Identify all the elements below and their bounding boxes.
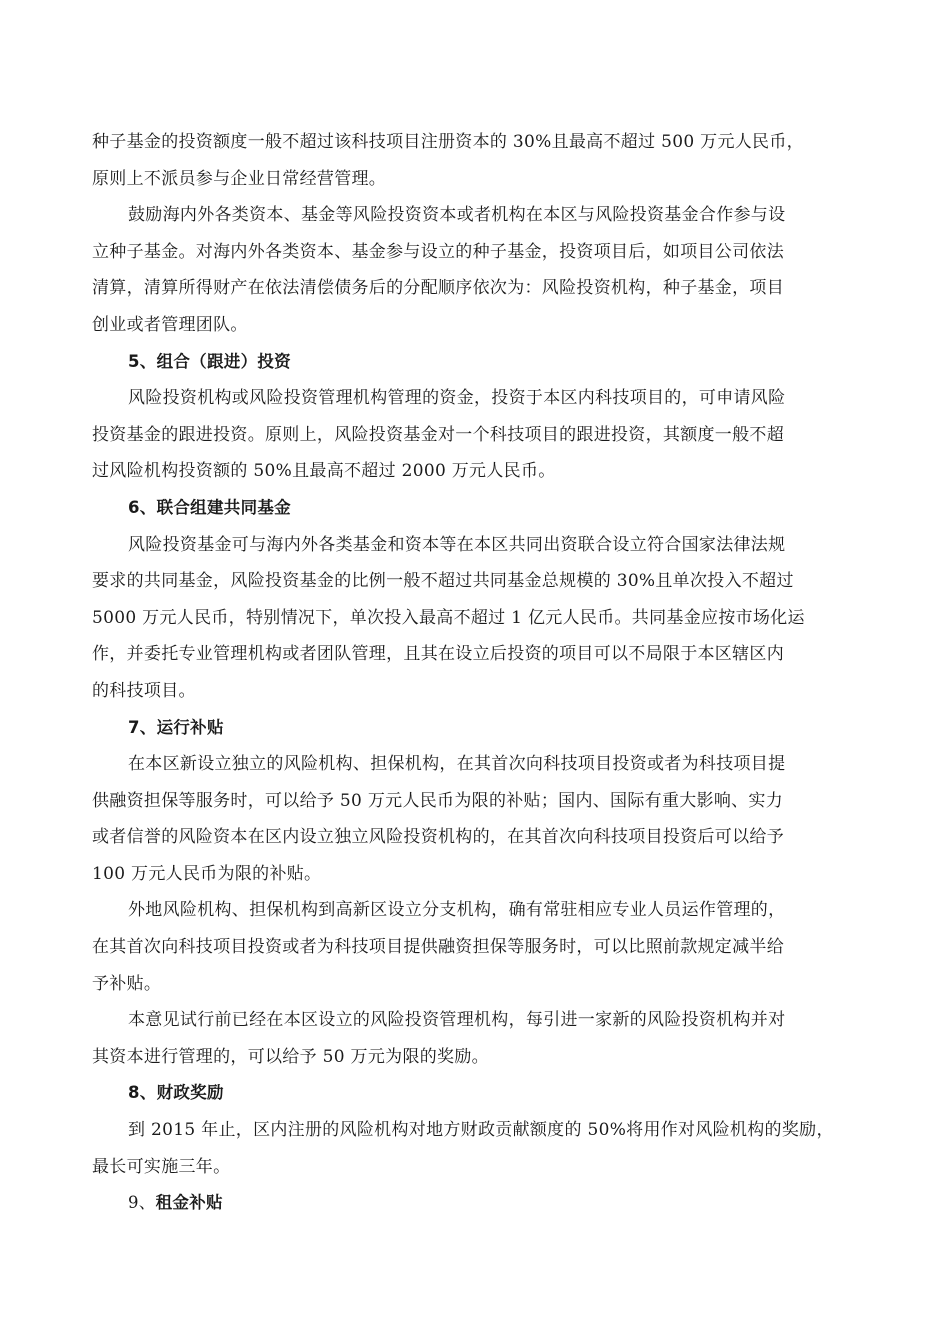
section-heading xyxy=(92,1185,862,1222)
text-line: 100 万元人民币为限的补贴。 xyxy=(92,863,322,884)
section-heading: 7、运行补贴 xyxy=(128,717,224,737)
text-line: 或者信誉的风险资本在区内设立独立风险投资机构的，在其首次向科技项目投资后可以给予 xyxy=(92,827,784,848)
text-line: 原则上不派员参与企业日常经营管理。 xyxy=(92,168,387,189)
text-line: 风险投资机构或风险投资管理机构管理的资金，投资于本区内科技项目的，可申请风险 xyxy=(128,388,786,409)
section-heading: 6、联合组建共同基金 xyxy=(128,497,291,517)
text-line: 在本区新设立独立的风险机构、担保机构，在其首次向科技项目投资或者为科技项目提 xyxy=(128,754,786,775)
text-line: 外地风险机构、担保机构到高新区设立分支机构，确有常驻相应专业人员运作管理的， xyxy=(128,900,786,921)
text-line: 的科技项目。 xyxy=(92,680,196,701)
text-line: 到 2015 年止，区内注册的风险机构对地方财政贡献额度的 50%将用作对风险机构的奖励， xyxy=(128,1120,834,1141)
text-line: 本意见试行前已经在本区设立的风险投资管理机构，每引进一家新的风险投资机构并对 xyxy=(128,1010,786,1031)
text-line: 创业或者管理团队。 xyxy=(92,314,248,335)
text-line: 5000 万元人民币，特别情况下，单次投入最高不超过 1 亿元人民币。共同基金应按市场化运 xyxy=(92,607,805,628)
section-number: 9、 xyxy=(128,1193,156,1213)
text-line: 种子基金的投资额度一般不超过该科技项目注册资本的 30%且最高不超过 500 万元人民币， xyxy=(92,132,804,152)
text-line: 最长可实施三年。 xyxy=(92,1156,231,1177)
text-line: 要求的共同基金，风险投资基金的比例一般不超过共同基金总规模的 30%且单次投入不超过 xyxy=(92,571,794,592)
text-line: 立种子基金。对海内外各类资本、基金参与设立的种子基金，投资项目后，如项目公司依法 xyxy=(92,241,784,262)
text-line: 投资基金的跟进投资。原则上，风险投资基金对一个科技项目的跟进投资，其额度一般不超 xyxy=(92,424,784,445)
text-line: 鼓励海内外各类资本、基金等风险投资资本或者机构在本区与风险投资基金合作参与设 xyxy=(128,205,786,226)
text-line: 其资本进行管理的，可以给予 50 万元为限的奖励。 xyxy=(92,1046,489,1067)
text-line: 风险投资基金可与海内外各类基金和资本等在本区共同出资联合设立符合国家法律法规 xyxy=(128,534,786,555)
text-line: 供融资担保等服务时，可以给予 50 万元人民币为限的补贴；国内、国际有重大影响、实力 xyxy=(92,790,784,811)
text-line: 清算，清算所得财产在依法清偿债务后的分配顺序依次为：风险投资机构，种子基金，项目 xyxy=(92,278,784,299)
document-body xyxy=(92,124,862,1222)
text-line: 予补贴。 xyxy=(92,973,162,994)
section-heading: 5、组合（跟进）投资 xyxy=(128,351,291,371)
section-title: 租金补贴 xyxy=(155,1193,223,1213)
section-heading: 8、财政奖励 xyxy=(128,1083,224,1103)
text-line: 作，并委托专业管理机构或者团队管理，且其在设立后投资的项目可以不局限于本区辖区内 xyxy=(92,644,784,665)
text-line: 在其首次向科技项目投资或者为科技项目提供融资担保等服务时，可以比照前款规定减半给 xyxy=(92,937,784,958)
text-line: 过风险机构投资额的 50%且最高不超过 2000 万元人民币。 xyxy=(92,461,556,482)
